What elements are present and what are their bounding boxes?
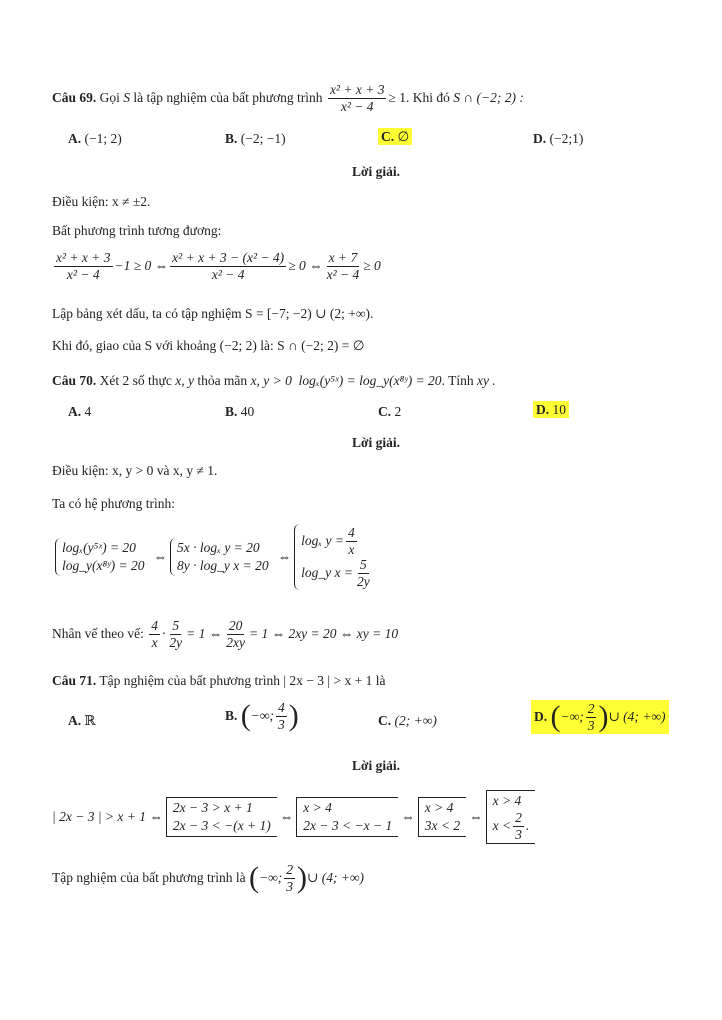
q70-option-b[interactable]: B. 40	[225, 404, 255, 419]
q70-solution-title: Lời giải.	[352, 435, 400, 450]
q71-solution-title: Lời giải.	[352, 758, 400, 773]
q69-equiv-intro: Bất phương trình tương đương:	[52, 223, 222, 238]
q70-system-intro: Ta có hệ phương trình:	[52, 496, 175, 511]
q71-case-2: x > 4 2x − 3 < −x − 1	[296, 797, 398, 837]
q71-case-1: 2x − 3 > x + 1 2x − 3 < −(x + 1)	[166, 797, 277, 837]
q69-label: Câu 69.	[52, 89, 97, 105]
q71-option-c[interactable]: C. (2; +∞)	[378, 713, 437, 728]
q69-condition: Điều kiện: x ≠ ±2.	[52, 194, 151, 209]
q71-option-d[interactable]: D. ( −∞; $\frac{2}{3}$ ) ∪ (4; +∞)	[531, 700, 669, 734]
q69-sign-table: Lập bảng xét dấu, ta có tập nghiệm S = [−7; −2) ∪ (2; +∞).	[52, 306, 374, 321]
q71-stem: Câu 71. Tập nghiệm của bất phương trình | 2x − 3 | > x + 1 là	[52, 673, 386, 688]
q70-system-3: logₓ y = $\frac{4}{x}$ log_y x = $\frac{5}{2y}$	[294, 524, 380, 590]
q70-option-c[interactable]: C. 2	[378, 404, 402, 419]
q69-option-d[interactable]: D. (−2;1)	[533, 131, 584, 146]
q69-fraction: $\frac{\text{x² + x + 3}}{\text{x² − 4}}$	[329, 82, 385, 114]
q70-system-2: 5x · logₓ y = 20 8y · log_y x = 20	[170, 538, 275, 576]
q70-condition: Điều kiện: x, y > 0 và x, y ≠ 1.	[52, 463, 218, 478]
q70-option-a[interactable]: A. 4	[68, 404, 92, 419]
q69-stem: Câu 69. Gọi S là tập nghiệm của bất phương trình $\frac{\text{x² + x + 3}}{\text{x² − 4}}$ ≥ 1 . Khi đó S ∩ (−2; 2) :	[52, 82, 524, 114]
q71-option-a[interactable]: A. ℝ	[68, 713, 96, 728]
q69-solution-title: Lời giải.	[352, 164, 400, 179]
q69-option-c[interactable]: C. ∅	[378, 129, 412, 145]
q69-conclusion: Khi đó, giao của S với khoảng (−2; 2) là: S ∩ (−2; 2) = ∅	[52, 338, 365, 353]
q71-solution-chain: | 2x − 3 | > x + 1 ⇔ 2x − 3 > x + 1 2x − 3 < −(x + 1) ⇔ x > 4 2x − 3 < −x − 1 ⇔ x > 4 3x < 2 ⇔ x > 4 x < $\frac{2}{3}$ .	[52, 790, 538, 844]
q71-final: Tập nghiệm của bất phương trình là ( −∞; $\frac{2}{3}$ ) ∪ (4; +∞)	[52, 861, 365, 895]
q71-case-3: x > 4 3x < 2	[418, 797, 466, 837]
q70-option-d[interactable]: D. 10	[533, 402, 569, 418]
q70-stem: Câu 70. Xét 2 số thực x, y thỏa mãn x, y > 0 logₓ(y⁵ˣ) = log_y(x⁸ʸ) = 20. Tính xy .	[52, 373, 496, 388]
q71-label: Câu 71.	[52, 673, 97, 688]
q71-case-4: x > 4 x < $\frac{2}{3}$ .	[486, 790, 536, 844]
q69-option-a[interactable]: A. (−1; 2)	[68, 131, 122, 146]
q70-system: logₓ(y⁵ˣ) = 20 log_y(x⁸ʸ) = 20 ⇔ 5x · logₓ y = 20 8y · log_y x = 20 ⇔ logₓ y = $\frac{4}{x}$ log_y x = $\frac{5}{2y}$	[52, 524, 383, 590]
q71-option-b[interactable]: B. ( −∞; $\frac{4}{3}$ )	[225, 699, 299, 733]
q69-steps: $\frac{\text{x² + x + 3}}{\text{x² − 4}}$ −1 ≥ 0 ⇔ $\frac{\text{x² + x + 3 − (x² − 4)}}{\text{x² − 4}}$ ≥ 0 ⇔ $\frac{x + 7}{\text{x² − 4}}$ ≥ 0	[56, 250, 381, 282]
q70-label: Câu 70.	[52, 373, 97, 388]
q69-option-b[interactable]: B. (−2; −1)	[225, 131, 286, 146]
q70-multiply: Nhân vế theo vế: $\frac{4}{x}$ · $\frac{5}{2y}$ = 1 ⇔ $\frac{20}{2xy}$ = 1 ⇔ 2xy = 20 ⇔ xy = 10	[52, 618, 399, 650]
q70-system-1: logₓ(y⁵ˣ) = 20 log_y(x⁸ʸ) = 20	[55, 538, 150, 576]
